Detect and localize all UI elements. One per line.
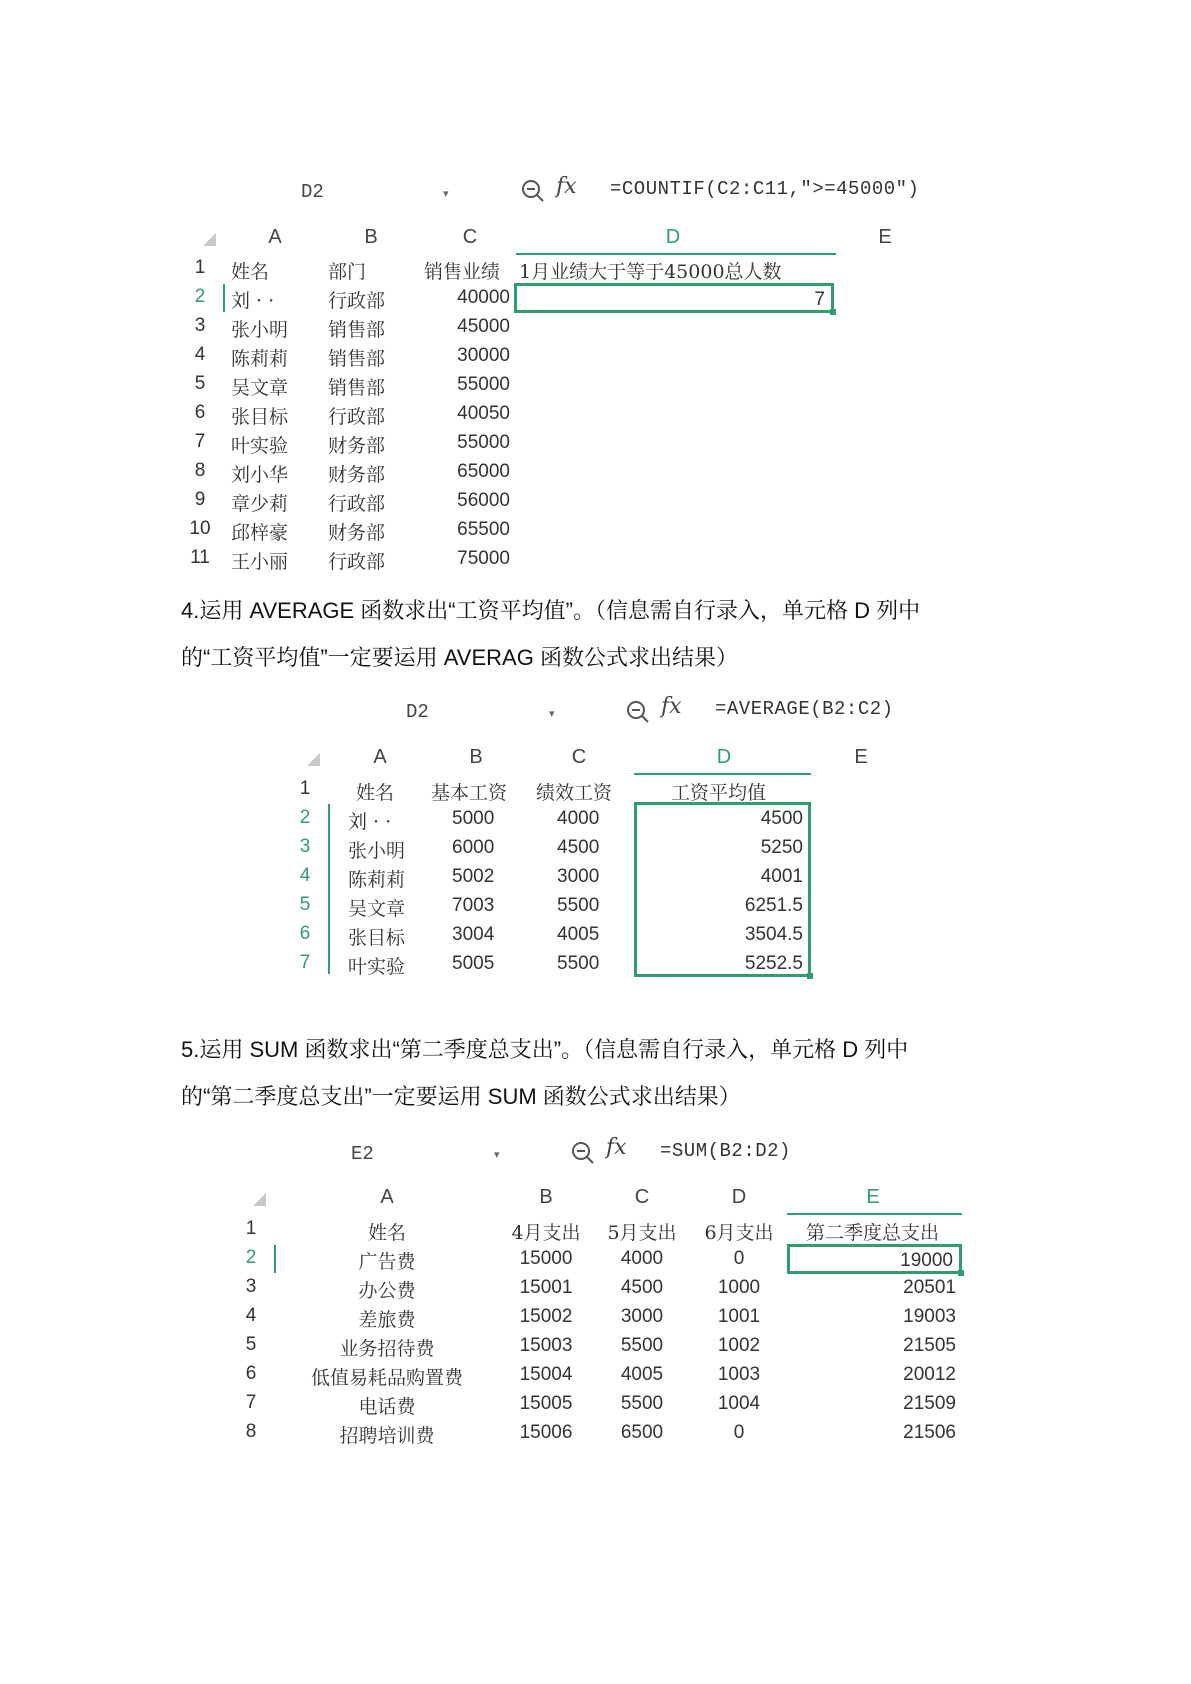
cell[interactable]: 5002 <box>452 866 495 887</box>
fx-icon[interactable]: fx <box>661 694 682 719</box>
cell[interactable]: 行政部 <box>328 290 386 312</box>
cell[interactable]: 5005 <box>452 953 495 974</box>
cell[interactable]: 姓名 <box>356 782 395 804</box>
cell[interactable]: 5500 <box>557 953 600 974</box>
cell[interactable]: 招聘培训费 <box>339 1425 435 1447</box>
row-header[interactable]: 1 <box>194 257 206 278</box>
zoom-icon[interactable] <box>520 178 546 204</box>
cell[interactable]: 工资平均值 <box>671 782 767 804</box>
col-header-d[interactable]: D <box>665 226 681 248</box>
dropdown-arrow-icon[interactable]: ▾ <box>549 707 555 720</box>
cell[interactable]: 1004 <box>717 1393 761 1414</box>
cell[interactable]: 姓名 <box>231 261 270 283</box>
fill-handle[interactable] <box>807 973 813 979</box>
row-header[interactable]: 5 <box>299 894 311 915</box>
cell[interactable]: 5500 <box>620 1335 664 1356</box>
cell[interactable]: 5月支出 <box>607 1222 677 1244</box>
select-all-corner-icon[interactable] <box>307 753 320 766</box>
col-header-c[interactable]: C <box>634 1186 650 1208</box>
cell[interactable]: 30000 <box>457 345 510 366</box>
row-header[interactable]: 2 <box>245 1247 257 1268</box>
active-cell-value: 7 <box>814 289 825 310</box>
cell[interactable]: 邱梓豪 <box>231 522 289 544</box>
cell[interactable]: 张小明 <box>231 319 289 341</box>
row-header[interactable]: 9 <box>194 489 206 510</box>
cell[interactable]: 55000 <box>457 374 510 395</box>
row-header[interactable]: 4 <box>299 865 311 886</box>
cell[interactable]: 1003 <box>717 1364 761 1385</box>
row-header[interactable]: 7 <box>245 1392 257 1413</box>
cell[interactable]: 6500 <box>620 1422 664 1443</box>
cell[interactable]: 行政部 <box>328 406 386 428</box>
cell[interactable]: 第二季度总支出 <box>805 1222 939 1244</box>
cell[interactable]: 6月支出 <box>704 1222 774 1244</box>
cell[interactable]: 1月业绩大于等于45000总人数 <box>519 261 782 283</box>
row-header[interactable]: 6 <box>194 402 206 423</box>
cell[interactable]: 20012 <box>903 1364 956 1385</box>
cell[interactable]: 基本工资 <box>431 782 508 804</box>
cell[interactable]: 销售业绩 <box>424 261 501 283</box>
row-header[interactable]: 6 <box>299 923 311 944</box>
col-header-e[interactable]: E <box>854 746 868 768</box>
cell[interactable]: 销售部 <box>328 377 386 399</box>
instruction-4-line-1: 4.运用 AVERAGE 函数求出“工资平均值”。（信息需自行录入，单元格 D 列中 <box>181 598 921 623</box>
cell[interactable]: 5000 <box>452 808 495 829</box>
col-header-d[interactable]: D <box>716 746 732 768</box>
formula-bar[interactable]: =COUNTIF(C2:C11,">=45000") <box>610 178 920 200</box>
cell[interactable]: 4001 <box>760 866 803 887</box>
cell[interactable]: 张目标 <box>348 927 406 949</box>
row-header[interactable]: 4 <box>194 344 206 365</box>
name-box[interactable]: D2 <box>406 701 429 723</box>
cell[interactable]: 刘 · · <box>231 290 275 312</box>
row-header[interactable]: 3 <box>299 836 311 857</box>
cell[interactable]: 陈莉莉 <box>348 869 406 891</box>
cell[interactable]: 6000 <box>452 837 495 858</box>
cell[interactable]: 4005 <box>557 924 600 945</box>
row-header[interactable]: 1 <box>245 1218 257 1239</box>
row-header[interactable]: 1 <box>299 778 311 799</box>
cell[interactable]: 1002 <box>717 1335 761 1356</box>
cell[interactable]: 65500 <box>457 519 510 540</box>
cell[interactable]: 王小丽 <box>231 551 289 573</box>
col-header-c[interactable]: C <box>571 746 587 768</box>
cell[interactable]: 21506 <box>903 1422 956 1443</box>
cell[interactable]: 章少莉 <box>231 493 289 515</box>
cell[interactable]: 广告费 <box>358 1251 416 1273</box>
instruction-4-line-2: 的“工资平均值”一定要运用 AVERAG 函数公式求出结果） <box>181 645 738 670</box>
cell[interactable]: 财务部 <box>328 522 386 544</box>
cell[interactable]: 部门 <box>328 261 367 283</box>
row-header[interactable]: 8 <box>194 460 206 481</box>
cell[interactable]: 叶实验 <box>231 435 289 457</box>
cell[interactable]: 张目标 <box>231 406 289 428</box>
name-box[interactable]: E2 <box>351 1143 374 1165</box>
row-header[interactable]: 11 <box>190 547 210 568</box>
cell[interactable]: 业务招待费 <box>339 1338 435 1360</box>
cell[interactable]: 15001 <box>519 1277 573 1298</box>
row-header[interactable]: 5 <box>245 1334 257 1355</box>
cell[interactable]: 4500 <box>760 808 803 829</box>
select-all-corner-icon[interactable] <box>253 1193 266 1206</box>
cell[interactable]: 7003 <box>452 895 495 916</box>
row-header[interactable]: 3 <box>245 1276 257 1297</box>
cell[interactable]: 15003 <box>519 1335 573 1356</box>
cell[interactable]: 15004 <box>519 1364 573 1385</box>
fx-icon[interactable]: fx <box>606 1135 627 1160</box>
cell[interactable]: 刘小华 <box>231 464 289 486</box>
cell[interactable]: 行政部 <box>328 551 386 573</box>
cell[interactable]: 差旅费 <box>358 1309 416 1331</box>
cell[interactable]: 75000 <box>457 548 510 569</box>
col-header-e[interactable]: E <box>878 226 892 248</box>
cell[interactable]: 5500 <box>620 1393 664 1414</box>
cell[interactable]: 0 <box>733 1422 745 1443</box>
dropdown-arrow-icon[interactable]: ▾ <box>494 1148 500 1161</box>
cell[interactable]: 销售部 <box>328 319 386 341</box>
active-cell[interactable] <box>787 1244 962 1274</box>
cell[interactable]: 叶实验 <box>348 956 406 978</box>
cell[interactable]: 5250 <box>760 837 803 858</box>
row-header[interactable]: 2 <box>194 286 206 307</box>
col-header-a[interactable]: A <box>373 746 387 768</box>
cell[interactable]: 19003 <box>903 1306 956 1327</box>
instruction-5-line-1: 5.运用 SUM 函数求出“第二季度总支出”。（信息需自行录入，单元格 D 列中 <box>181 1037 909 1062</box>
cell[interactable]: 吴文章 <box>231 377 289 399</box>
row-header[interactable]: 6 <box>245 1363 257 1384</box>
cell[interactable]: 5500 <box>557 895 600 916</box>
cell[interactable]: 行政部 <box>328 493 386 515</box>
cell[interactable]: 4500 <box>620 1277 664 1298</box>
cell[interactable]: 办公费 <box>358 1280 416 1302</box>
col-header-a[interactable]: A <box>268 226 282 248</box>
row-header[interactable]: 10 <box>189 518 211 539</box>
cell[interactable]: 0 <box>733 1248 745 1269</box>
cell[interactable]: 吴文章 <box>348 898 406 920</box>
cell[interactable]: 4500 <box>557 837 600 858</box>
cell[interactable]: 低值易耗品购置费 <box>310 1367 463 1389</box>
row-header[interactable]: 7 <box>194 431 206 452</box>
cell[interactable]: 财务部 <box>328 464 386 486</box>
col-header-c[interactable]: C <box>462 226 478 248</box>
selected-column-underline <box>787 1213 962 1215</box>
cell[interactable]: 电话费 <box>358 1396 416 1418</box>
zoom-icon[interactable] <box>570 1140 596 1166</box>
select-all-corner-icon[interactable] <box>203 233 216 246</box>
selected-row-marker <box>223 284 225 312</box>
cell[interactable]: 3004 <box>452 924 495 945</box>
cell[interactable]: 56000 <box>457 490 510 511</box>
selected-column-underline <box>634 773 811 775</box>
fill-handle[interactable] <box>958 1270 964 1276</box>
cell[interactable]: 55000 <box>457 432 510 453</box>
cell[interactable]: 1001 <box>717 1306 761 1327</box>
col-header-e[interactable]: E <box>866 1186 880 1208</box>
selected-column-underline <box>516 253 836 255</box>
cell[interactable]: 21509 <box>903 1393 956 1414</box>
selected-row-marker <box>328 804 330 974</box>
cell[interactable]: 4005 <box>620 1364 664 1385</box>
cell[interactable]: 财务部 <box>328 435 386 457</box>
active-cell[interactable] <box>514 283 834 313</box>
row-header[interactable]: 8 <box>245 1421 257 1442</box>
cell[interactable]: 4000 <box>557 808 600 829</box>
row-header[interactable]: 7 <box>299 952 311 973</box>
fill-handle[interactable] <box>830 309 836 315</box>
cell[interactable]: 15005 <box>519 1393 573 1414</box>
cell[interactable]: 45000 <box>457 316 510 337</box>
cell[interactable]: 65000 <box>457 461 510 482</box>
cell[interactable]: 刘 · · <box>348 811 392 833</box>
active-cell-value: 19000 <box>900 1250 953 1271</box>
row-header[interactable]: 3 <box>194 315 206 336</box>
col-header-b[interactable]: B <box>469 746 483 768</box>
name-box[interactable]: D2 <box>301 181 324 203</box>
cell[interactable]: 3000 <box>620 1306 664 1327</box>
row-header[interactable]: 2 <box>299 807 311 828</box>
cell[interactable]: 15006 <box>519 1422 573 1443</box>
formula-bar[interactable]: =AVERAGE(B2:C2) <box>715 698 894 720</box>
instruction-5-line-2: 的“第二季度总支出”一定要运用 SUM 函数公式求出结果） <box>181 1084 741 1109</box>
cell[interactable]: 陈莉莉 <box>231 348 289 370</box>
cell[interactable]: 4月支出 <box>511 1222 581 1244</box>
fx-icon[interactable]: fx <box>556 174 577 199</box>
cell[interactable]: 40000 <box>457 287 510 308</box>
cell[interactable]: 40050 <box>457 403 510 424</box>
zoom-icon[interactable] <box>625 699 651 725</box>
cell[interactable]: 姓名 <box>367 1222 406 1244</box>
cell[interactable]: 20501 <box>903 1277 956 1298</box>
col-header-d[interactable]: D <box>731 1186 747 1208</box>
cell[interactable]: 销售部 <box>328 348 386 370</box>
col-header-b[interactable]: B <box>539 1186 553 1208</box>
cell[interactable]: 15002 <box>519 1306 573 1327</box>
col-header-a[interactable]: A <box>380 1186 394 1208</box>
cell[interactable]: 1000 <box>717 1277 761 1298</box>
row-header[interactable]: 5 <box>194 373 206 394</box>
dropdown-arrow-icon[interactable]: ▾ <box>443 187 449 200</box>
cell[interactable]: 3504.5 <box>744 924 803 945</box>
cell[interactable]: 4000 <box>620 1248 664 1269</box>
cell[interactable]: 绩效工资 <box>536 782 613 804</box>
cell[interactable]: 5252.5 <box>744 953 803 974</box>
cell[interactable]: 张小明 <box>348 840 406 862</box>
row-header[interactable]: 4 <box>245 1305 257 1326</box>
cell[interactable]: 3000 <box>557 866 600 887</box>
cell[interactable]: 15000 <box>519 1248 573 1269</box>
cell[interactable]: 6251.5 <box>744 895 803 916</box>
cell[interactable]: 21505 <box>903 1335 956 1356</box>
formula-bar[interactable]: =SUM(B2:D2) <box>660 1140 791 1162</box>
col-header-b[interactable]: B <box>364 226 378 248</box>
